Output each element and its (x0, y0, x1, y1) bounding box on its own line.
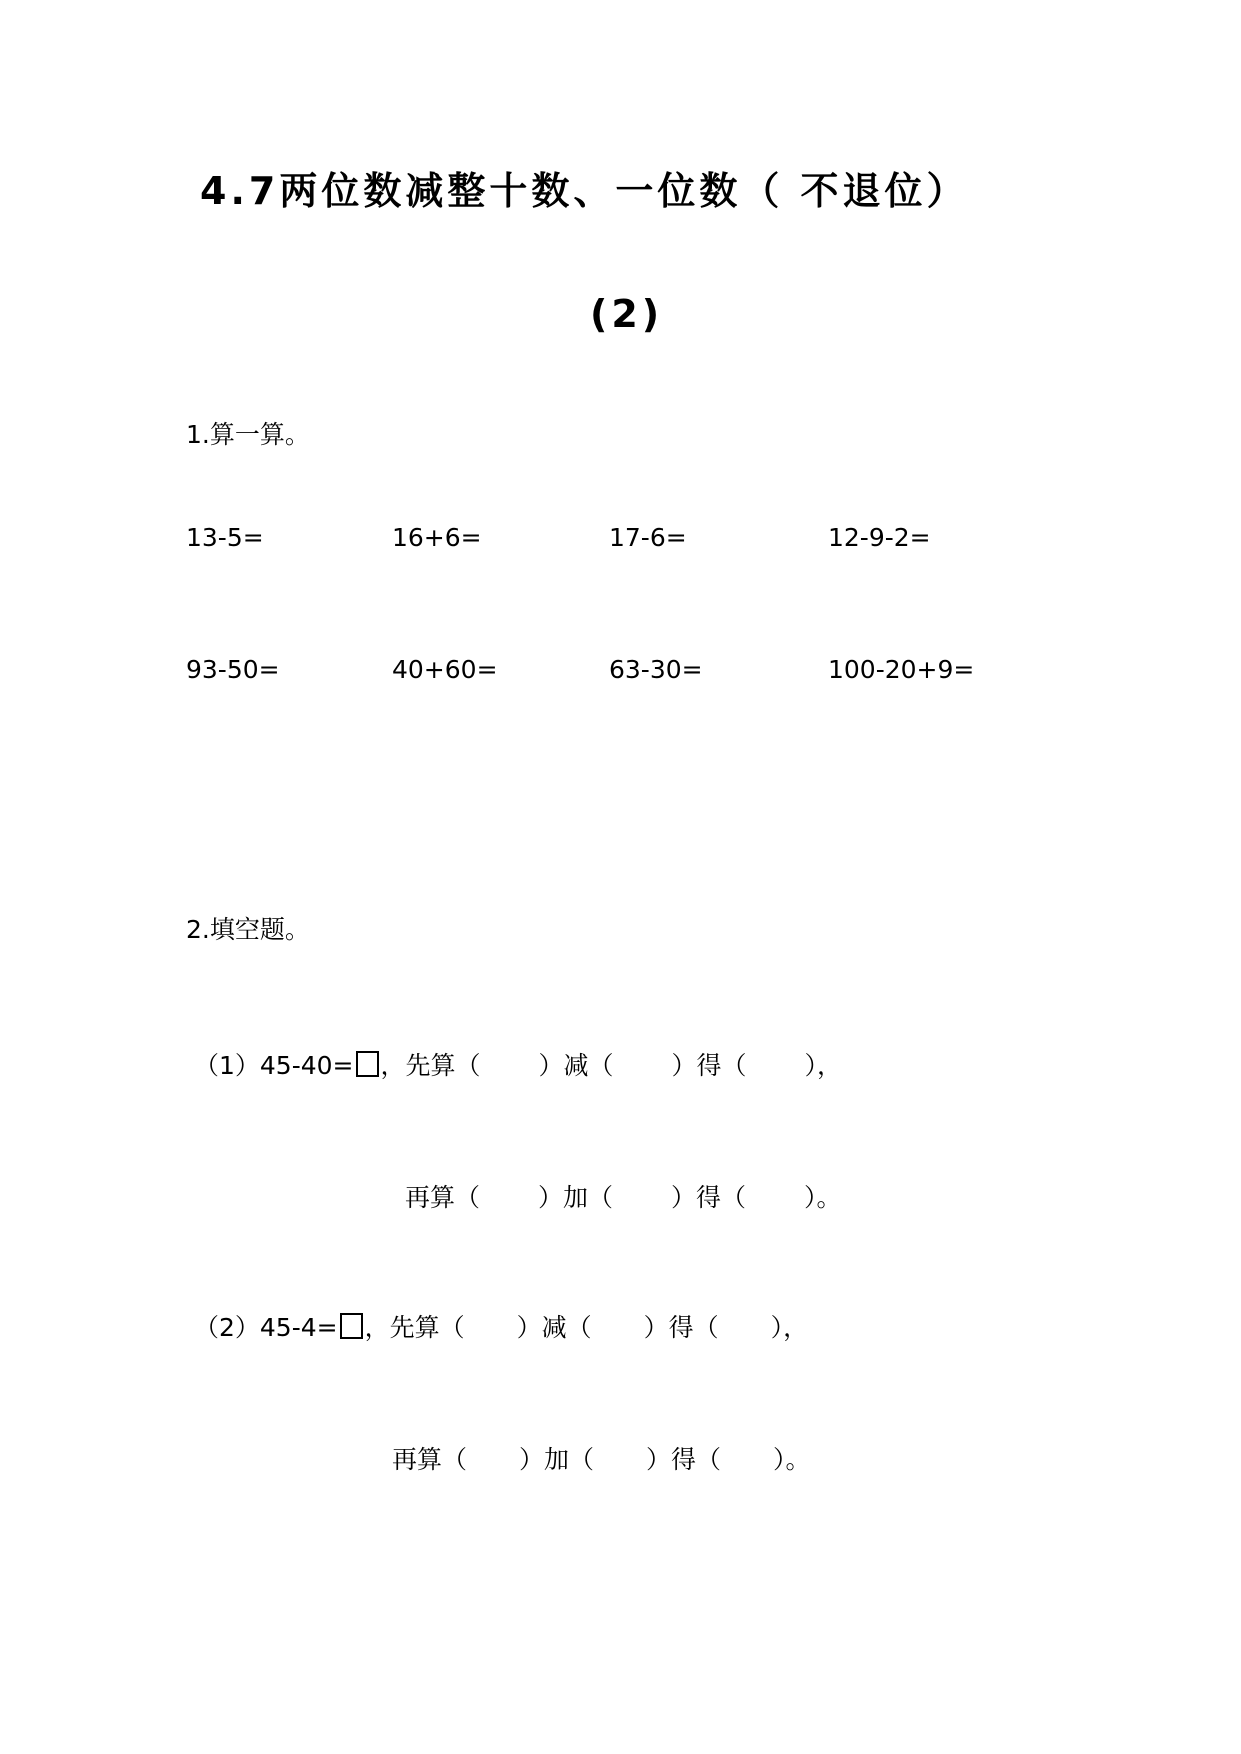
text: ）得（ (646, 1445, 722, 1474)
text: ，先算（ (364, 1313, 465, 1342)
section-1-heading: 1.算一算。 (186, 420, 310, 449)
text: ）加（ (519, 1445, 595, 1474)
equation: 40+60= (392, 655, 498, 684)
fill-in-item-line (194, 1046, 842, 1082)
equation: 16+6= (392, 523, 482, 552)
item-label: （1） (194, 1051, 260, 1080)
text: ）。 (804, 1183, 842, 1212)
equation: 13-5= (186, 523, 264, 552)
fill-in-item-line (194, 1308, 808, 1344)
text: ）， (804, 1051, 843, 1080)
equation: 63-30= (609, 655, 703, 684)
text: ）， (770, 1313, 809, 1342)
fill-in-item-line (405, 1178, 842, 1214)
text: ）得（ (671, 1183, 747, 1212)
equation: 93-50= (186, 655, 280, 684)
equation: 100-20+9= (828, 655, 975, 684)
text: ）加（ (538, 1183, 614, 1212)
fill-in-item-line (392, 1440, 811, 1476)
equation: 17-6= (609, 523, 687, 552)
worksheet-title: 4.7两位数减整十数、一位数（ 不退位） (200, 169, 969, 213)
section-2-heading: 2.填空题。 (186, 915, 310, 944)
worksheet-title-part: (2) (590, 292, 664, 336)
expression: 45-40= (259, 1051, 354, 1080)
text: ）减（ (516, 1313, 592, 1342)
text: ，先算（ (380, 1051, 481, 1080)
text: ）。 (773, 1445, 811, 1474)
text: 再算（ (405, 1183, 481, 1212)
answer-box[interactable] (340, 1313, 363, 1339)
text: 再算（ (392, 1445, 468, 1474)
text: ）得（ (643, 1313, 719, 1342)
expression: 45-4= (259, 1313, 338, 1342)
answer-box[interactable] (356, 1051, 379, 1077)
equation: 12-9-2= (828, 523, 931, 552)
item-label: （2） (194, 1313, 260, 1342)
text: ）得（ (671, 1051, 747, 1080)
text: ）减（ (538, 1051, 614, 1080)
